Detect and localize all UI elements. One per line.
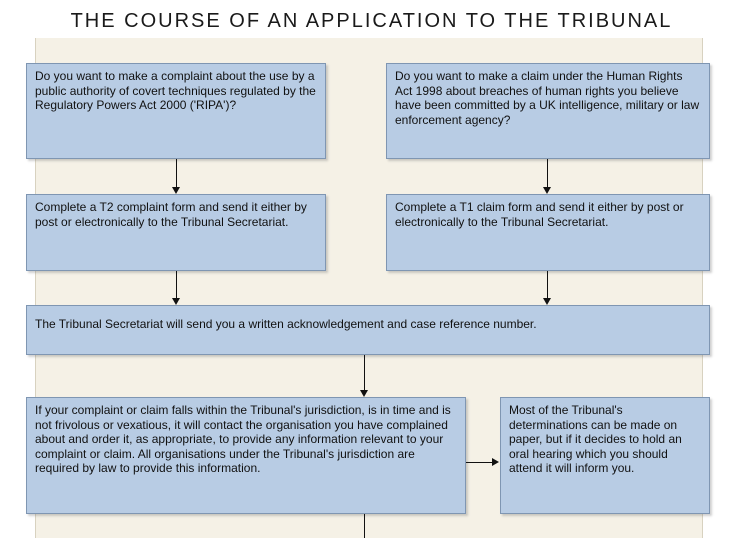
ripa-question-text: Do you want to make a complaint about the use by a public authority of covert techniques regulated by the Regulatory Powers Act 2000 ('RIPA')?	[35, 69, 316, 112]
t1-form-box	[386, 194, 710, 271]
connector-t2-to-ack	[176, 271, 177, 298]
t2-form-box	[26, 194, 326, 271]
arrow-ack-to-jurisdiction	[360, 390, 368, 397]
connector-jurisdiction-to-determinations	[466, 462, 492, 463]
connector-continuation	[364, 514, 365, 538]
determinations-text: Most of the Tribunal's determinations can be made on paper, but if it decides to hold an oral hearing which you should attend it will inform you.	[509, 403, 682, 475]
hra-question-box	[386, 63, 710, 159]
determinations-box	[500, 397, 710, 514]
jurisdiction-text: If your complaint or claim falls within the Tribunal's jurisdiction, is in time and is not frivolous or vexatious, it will contact the organisation you have complained about and order it, as appropriate, to provide any information relevant to your complaint or claim. All organisations under the Tribunal's jurisdiction are required by law to provide this information.	[35, 403, 451, 475]
t2-form-text: Complete a T2 complaint form and send it either by post or electronically to the Tribunal Secretariat.	[35, 200, 307, 229]
hra-question-text: Do you want to make a claim under the Human Rights Act 1998 about breaches of human rights you believe have been committed by a UK intelligence, military or law enforcement agency?	[395, 69, 700, 127]
arrow-t2-to-ack	[172, 298, 180, 305]
arrow-jurisdiction-to-determinations	[492, 458, 499, 466]
acknowledgement-box	[26, 305, 710, 355]
ripa-question-box	[26, 63, 326, 159]
connector-ack-to-jurisdiction	[364, 355, 365, 390]
diagram-title: THE COURSE OF AN APPLICATION TO THE TRIBUNAL	[70, 10, 673, 32]
arrow-hra-to-t1	[543, 187, 551, 194]
arrow-ripa-to-t2	[172, 187, 180, 194]
connector-t1-to-ack	[547, 271, 548, 298]
t1-form-text: Complete a T1 claim form and send it either by post or electronically to the Tribunal Secretariat.	[395, 200, 684, 229]
acknowledgement-text: The Tribunal Secretariat will send you a written acknowledgement and case reference number.	[35, 317, 537, 331]
jurisdiction-box	[26, 397, 466, 514]
connector-ripa-to-t2	[176, 159, 177, 187]
arrow-t1-to-ack	[543, 298, 551, 305]
connector-hra-to-t1	[547, 159, 548, 187]
